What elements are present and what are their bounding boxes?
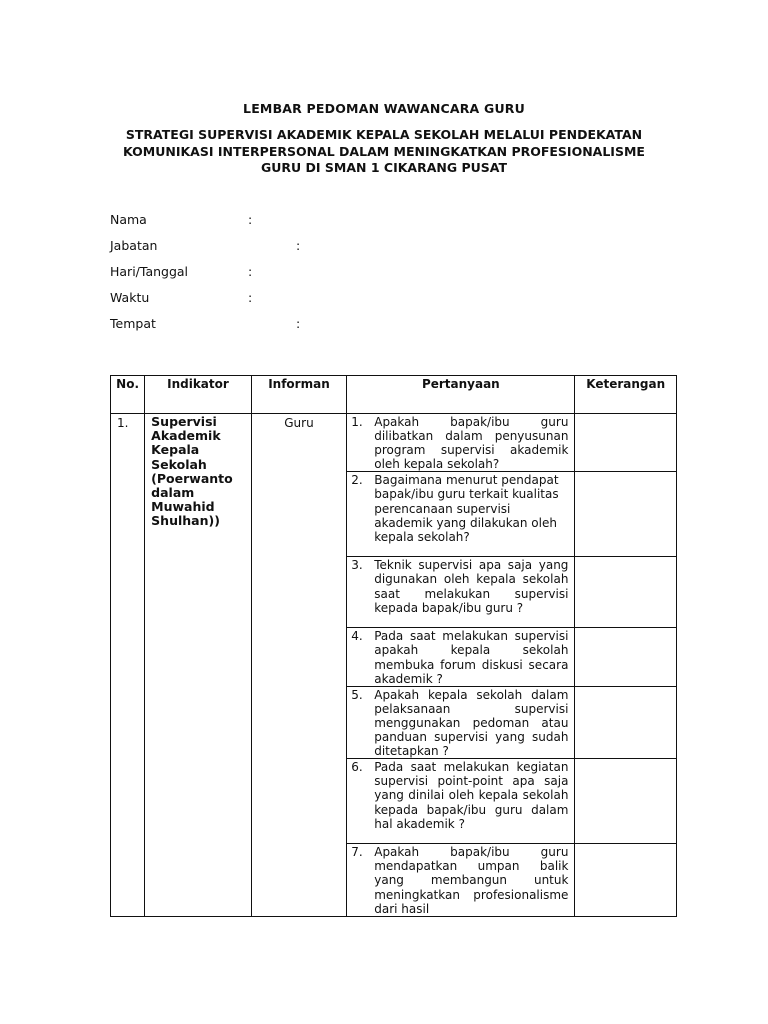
remark-cell[interactable] (575, 472, 677, 557)
remark-cell[interactable] (575, 414, 677, 472)
question-number: 2. (351, 473, 363, 488)
question-cell (347, 759, 575, 844)
header-pertanyaan: Pertanyaan (347, 376, 575, 414)
question-number: 1. (351, 415, 363, 429)
question-text: Apakah bapak/ibu guru dilibatkan dalam penyusunan program supervisi akademik oleh kepala sekolah? (374, 415, 569, 472)
question-text: Pada saat melakukan supervisi apakah kepala sekolah membuka forum diskusi secara akademik ? (374, 629, 569, 686)
question-cell (347, 472, 575, 557)
interview-table (110, 375, 677, 917)
identity-colon: : (248, 290, 253, 305)
subtitle-line: KOMUNIKASI INTERPERSONAL DALAM MENINGKATKAN PROFESIONALISME (123, 143, 645, 159)
question-text: Apakah kepala sekolah dalam pelaksanaan supervisi menggunakan pedoman atau panduan supervisi yang sudah ditetapkan ? (374, 687, 569, 759)
header-no: No. (111, 376, 145, 414)
question-cell (347, 557, 575, 628)
question-text: Teknik supervisi apa saja yang digunakan oleh kepala sekolah saat melakukan supervisi kepada bapak/ibu guru ? (374, 558, 569, 615)
document-title: LEMBAR PEDOMAN WAWANCARA GURU (243, 101, 525, 116)
question-cell (347, 686, 575, 758)
header-indikator: Indikator (145, 376, 252, 414)
remark-cell[interactable] (575, 686, 677, 758)
header-keterangan: Keterangan (575, 376, 677, 414)
table-row (111, 414, 677, 472)
question-number: 6. (351, 760, 363, 775)
question-number: 4. (351, 629, 363, 644)
informant-cell: Guru (251, 414, 347, 917)
question-text: Bagaimana menurut pendapat bapak/ibu guru terkait kualitas perencanaan supervisi akademik yang dilakukan oleh kepala sekolah? (374, 473, 559, 544)
identity-colon: : (296, 316, 301, 331)
subtitle-line: GURU DI SMAN 1 CIKARANG PUSAT (261, 160, 507, 175)
header-informan: Informan (251, 376, 347, 414)
identity-colon: : (248, 264, 253, 279)
remark-cell[interactable] (575, 557, 677, 628)
identity-label: Tempat (110, 316, 156, 331)
question-cell (347, 628, 575, 686)
identity-colon: : (248, 212, 253, 227)
document-subtitle (100, 127, 668, 177)
remark-cell[interactable] (575, 844, 677, 916)
question-text: Pada saat melakukan kegiatan supervisi point-point apa saja yang dinilai oleh kepala sekolah kepada bapak/ibu guru dalam hal akademik ? (374, 760, 569, 831)
table-header-row (111, 376, 677, 414)
question-cell (347, 414, 575, 472)
remark-cell[interactable] (575, 759, 677, 844)
identity-label: Jabatan (110, 238, 158, 253)
indicator-cell: Supervisi Akademik Kepala Sekolah (Poerwanto dalam Muwahid Shulhan)) (145, 414, 252, 917)
subtitle-line: STRATEGI SUPERVISI AKADEMIK KEPALA SEKOLAH MELALUI PENDEKATAN (125, 127, 643, 142)
question-number: 5. (351, 687, 363, 702)
identity-colon: : (296, 238, 301, 253)
identity-label: Hari/Tanggal (110, 264, 189, 279)
identity-label: Nama (110, 212, 147, 227)
question-number: 7. (351, 845, 363, 860)
identity-label: Waktu (110, 290, 150, 305)
row-number: 1. (111, 414, 145, 917)
question-number: 3. (351, 558, 363, 573)
question-cell (347, 844, 575, 916)
question-text: Apakah bapak/ibu guru mendapatkan umpan balik yang membangun untuk meningkatkan profesionalisme dari hasil (374, 845, 569, 916)
remark-cell[interactable] (575, 628, 677, 686)
